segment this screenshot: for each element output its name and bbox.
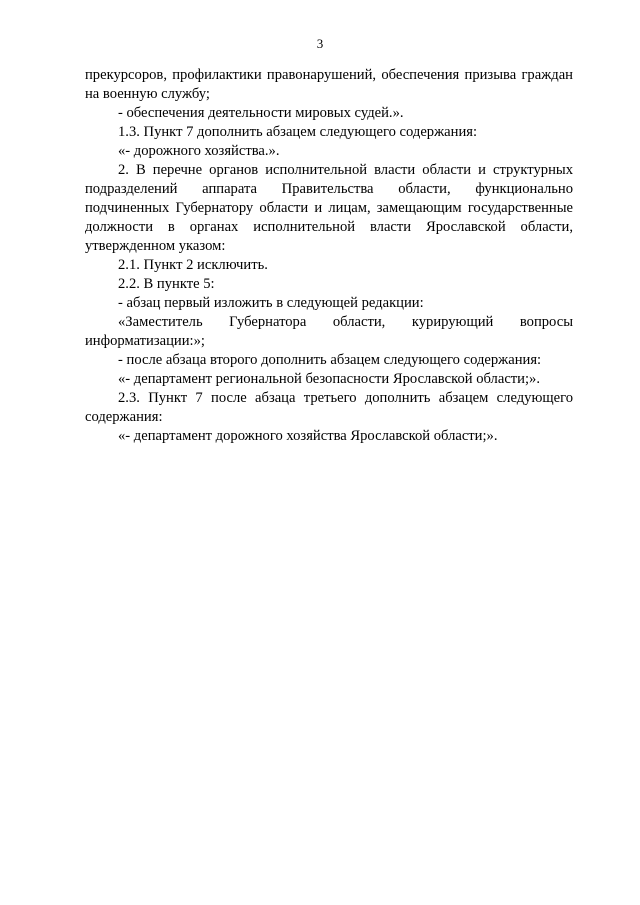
- paragraph: «- дорожного хозяйства.».: [118, 143, 280, 159]
- paragraph: 1.3. Пункт 7 дополнить абзацем следующего содержания:: [118, 124, 478, 140]
- paragraph: 2.3. Пункт 7 после абзаца третьего дополнить абзацем следующего содержания:: [85, 390, 573, 425]
- paragraph: 2.1. Пункт 2 исключить.: [118, 257, 268, 273]
- page-number: 3: [316, 36, 324, 51]
- paragraph: 2.2. В пункте 5:: [118, 276, 215, 292]
- paragraph: - абзац первый изложить в следующей редакции:: [118, 295, 424, 311]
- paragraph: 2. В перечне органов исполнительной власти области и структурных подразделений аппарата Правительства области, функционально подчиненных Губернатору области и лицам, замещающим государственные должности в органах исполнительной власти Ярославской области, утвержденном указом:: [85, 162, 573, 254]
- paragraph: «- департамент дорожного хозяйства Ярославской области;».: [118, 428, 498, 444]
- paragraph: «- департамент региональной безопасности Ярославской области;».: [118, 371, 540, 387]
- paragraph: - обеспечения деятельности мировых судей.».: [118, 105, 404, 121]
- paragraph: - после абзаца второго дополнить абзацем следующего содержания:: [118, 352, 542, 368]
- paragraph: прекурсоров, профилактики правонарушений, обеспечения призыва граждан на военную службу;: [85, 67, 573, 102]
- paragraph: «Заместитель Губернатора области, курирующий вопросы информатизации:»;: [85, 314, 573, 349]
- document-body: [85, 66, 573, 446]
